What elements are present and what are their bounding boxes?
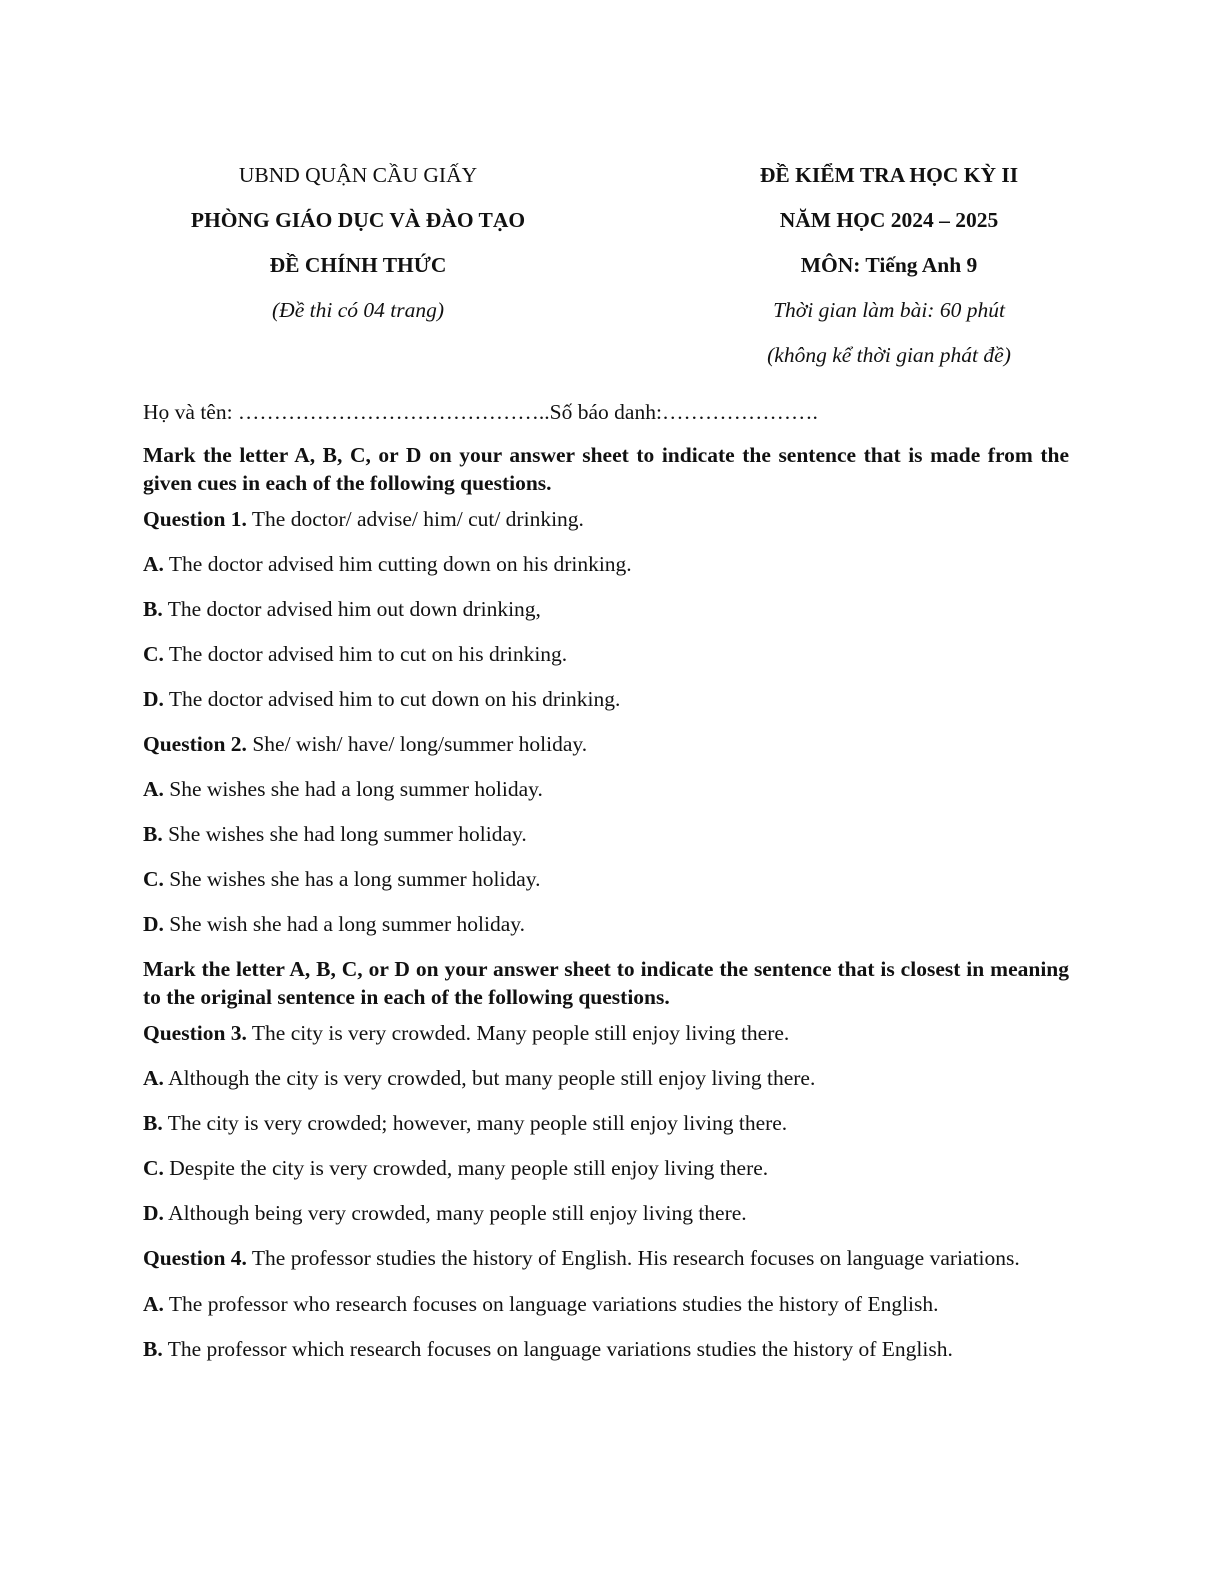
question-4 <box>143 1244 1069 1272</box>
option-label: B. <box>143 1337 163 1361</box>
option-text: The city is very crowded; however, many people still enjoy living there. <box>162 1111 788 1135</box>
question-label: Question 3. <box>143 1021 247 1045</box>
question-text: The professor studies the history of English. His research focuses on language variations. <box>246 1246 1020 1270</box>
option-text: Although being very crowded, many people still enjoy living there. <box>163 1201 747 1225</box>
question-label: Question 1. <box>143 507 247 531</box>
exam-title: ĐỀ KIỂM TRA HỌC KỲ II <box>759 163 1019 187</box>
question-text: The doctor/ advise/ him/ cut/ drinking. <box>246 507 584 531</box>
option-label: A. <box>143 1292 164 1316</box>
question-label: Question 4. <box>143 1246 247 1270</box>
option-label: A. <box>143 552 164 576</box>
q1-option-a <box>143 550 1069 578</box>
option-text: The professor which research focuses on language variations studies the history of English. <box>162 1337 953 1361</box>
option-label: D. <box>143 912 164 936</box>
question-label: Question 2. <box>143 732 247 756</box>
section-1-instruction: Mark the letter A, B, C, or D on your answer sheet to indicate the sentence that is made from the given cues in each of the following questions. <box>143 443 1069 495</box>
header-left-column <box>133 155 583 380</box>
q2-option-d <box>143 910 1069 938</box>
option-label: B. <box>143 822 163 846</box>
q2-option-c <box>143 865 1069 893</box>
question-text: The city is very crowded. Many people still enjoy living there. <box>246 1021 790 1045</box>
option-label: C. <box>143 642 164 666</box>
option-label: B. <box>143 597 163 621</box>
option-text: She wishes she has a long summer holiday. <box>163 867 541 891</box>
time-note: (không kể thời gian phát đề) <box>767 343 1011 367</box>
header-right-column <box>689 155 1089 380</box>
section-2-instruction: Mark the letter A, B, C, or D on your answer sheet to indicate the sentence that is closest in meaning to the original sentence in each of the following questions. <box>143 957 1069 1009</box>
q1-option-d <box>143 685 1069 713</box>
district-name: UBND QUẬN CẦU GIẤY <box>238 163 478 187</box>
q3-option-b <box>143 1109 1069 1137</box>
official-exam-label: ĐỀ CHÍNH THỨC <box>269 253 447 277</box>
option-text: She wishes she had long summer holiday. <box>162 822 527 846</box>
question-1 <box>143 505 1069 533</box>
option-text: The doctor advised him out down drinking, <box>162 597 541 621</box>
department-name: PHÒNG GIÁO DỤC VÀ ĐÀO TẠO <box>190 208 526 232</box>
page-count-note: (Đề thi có 04 trang) <box>272 298 444 322</box>
q2-option-a <box>143 775 1069 803</box>
q1-option-b <box>143 595 1069 623</box>
option-label: C. <box>143 1156 164 1180</box>
option-label: C. <box>143 867 164 891</box>
option-text: The doctor advised him cutting down on his drinking. <box>163 552 632 576</box>
q4-option-a <box>143 1290 1069 1318</box>
q1-option-c <box>143 640 1069 668</box>
option-text: She wishes she had a long summer holiday. <box>163 777 543 801</box>
question-text: She/ wish/ have/ long/summer holiday. <box>246 732 588 756</box>
exam-page <box>143 155 1069 1380</box>
option-label: A. <box>143 777 164 801</box>
option-text: Although the city is very crowded, but many people still enjoy living there. <box>163 1066 816 1090</box>
subject: MÔN: Tiếng Anh 9 <box>800 253 978 277</box>
q3-option-a <box>143 1064 1069 1092</box>
option-text: Despite the city is very crowded, many people still enjoy living there. <box>163 1156 769 1180</box>
option-text: The professor who research focuses on language variations studies the history of English. <box>163 1292 939 1316</box>
q2-option-b <box>143 820 1069 848</box>
q3-option-d <box>143 1199 1069 1227</box>
option-label: D. <box>143 687 164 711</box>
option-text: She wish she had a long summer holiday. <box>163 912 525 936</box>
option-label: A. <box>143 1066 164 1090</box>
option-text: The doctor advised him to cut on his drinking. <box>163 642 568 666</box>
school-year: NĂM HỌC 2024 – 2025 <box>779 208 999 232</box>
question-2 <box>143 730 1069 758</box>
exam-header <box>143 155 1069 380</box>
question-3 <box>143 1019 1069 1047</box>
time-allowed: Thời gian làm bài: 60 phút <box>773 298 1005 322</box>
q4-option-b <box>143 1335 1069 1363</box>
q3-option-c <box>143 1154 1069 1182</box>
student-info-line: Họ và tên: ……………………………………..Số báo danh:…………………. <box>143 400 818 424</box>
option-label: B. <box>143 1111 163 1135</box>
option-text: The doctor advised him to cut down on his drinking. <box>163 687 621 711</box>
option-label: D. <box>143 1201 164 1225</box>
